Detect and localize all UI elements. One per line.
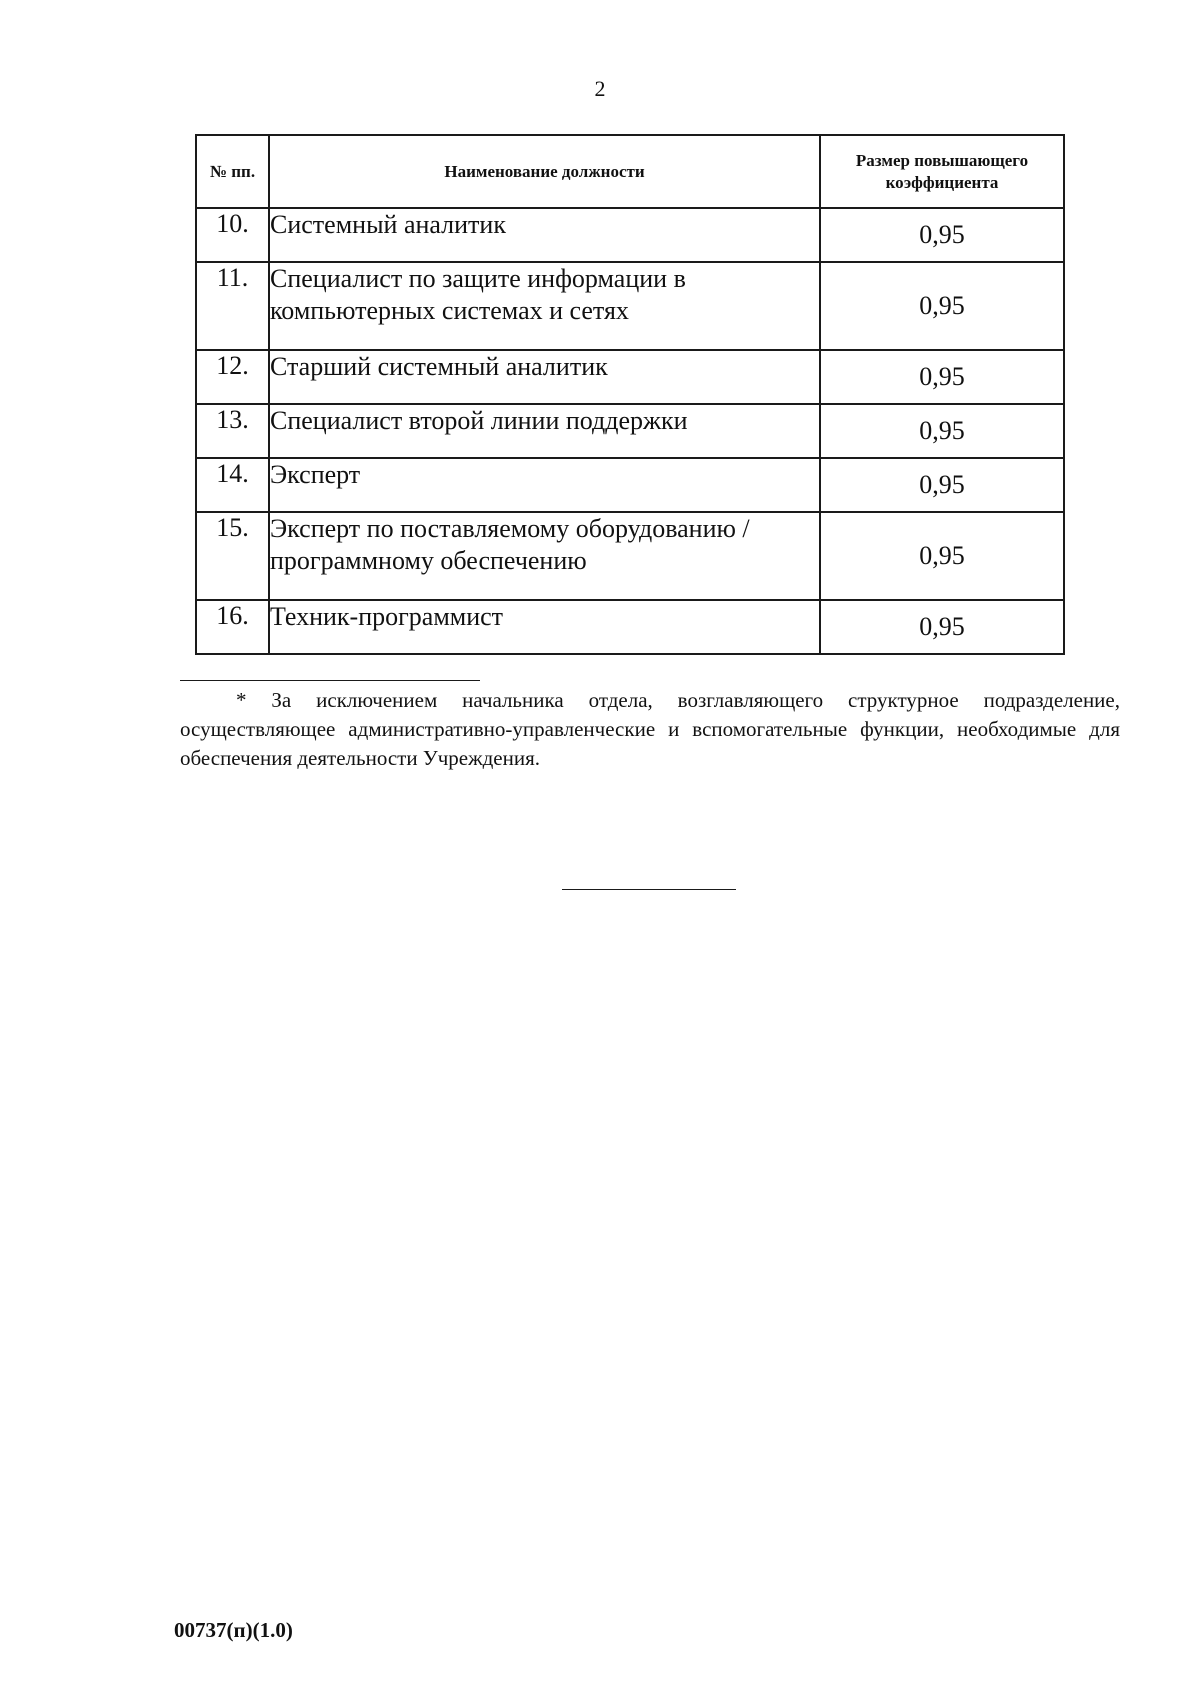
row-position: Эксперт: [269, 458, 820, 512]
row-coefficient: 0,95: [820, 512, 1064, 600]
row-number: 12.: [196, 350, 269, 404]
footnote: * За исключением начальника отдела, возглавляющего структурное подразделение, осуществляющее административно-управленческие и вспомогательные функции, необходимые для обеспечения деятельности Учреждения.: [180, 688, 1120, 770]
row-number: 15.: [196, 512, 269, 600]
document-code: 00737(п)(1.0): [174, 1618, 293, 1642]
row-number: 14.: [196, 458, 269, 512]
table-row: [196, 208, 1064, 262]
row-coefficient: 0,95: [820, 262, 1064, 350]
table-row: [196, 600, 1064, 654]
table-row: [196, 350, 1064, 404]
row-coefficient: 0,95: [820, 208, 1064, 262]
table-row: [196, 512, 1064, 600]
row-coefficient: 0,95: [820, 600, 1064, 654]
row-position: Старший системный аналитик: [269, 350, 820, 404]
row-number: 11.: [196, 262, 269, 350]
row-position: Специалист по защите информации в компьютерных системах и сетях: [269, 262, 820, 350]
table-row: [196, 262, 1064, 350]
positions-table: [195, 134, 1065, 655]
row-number: 10.: [196, 208, 269, 262]
row-coefficient: 0,95: [820, 458, 1064, 512]
header-coefficient: Размер повышающего коэффициента: [820, 135, 1064, 208]
table-header-row: [196, 135, 1064, 208]
row-position: Эксперт по поставляемому оборудованию / программному обеспечению: [269, 512, 820, 600]
header-number: № пп.: [196, 135, 269, 208]
header-position: Наименование должности: [269, 135, 820, 208]
table-row: [196, 458, 1064, 512]
table-row: [196, 404, 1064, 458]
row-number: 16.: [196, 600, 269, 654]
page-number: 2: [594, 76, 606, 101]
row-coefficient: 0,95: [820, 350, 1064, 404]
row-position: Специалист второй линии поддержки: [269, 404, 820, 458]
row-position: Техник-программист: [269, 600, 820, 654]
row-position: Системный аналитик: [269, 208, 820, 262]
row-number: 13.: [196, 404, 269, 458]
footnote-divider: [180, 680, 480, 681]
row-coefficient: 0,95: [820, 404, 1064, 458]
end-divider: [562, 889, 736, 890]
